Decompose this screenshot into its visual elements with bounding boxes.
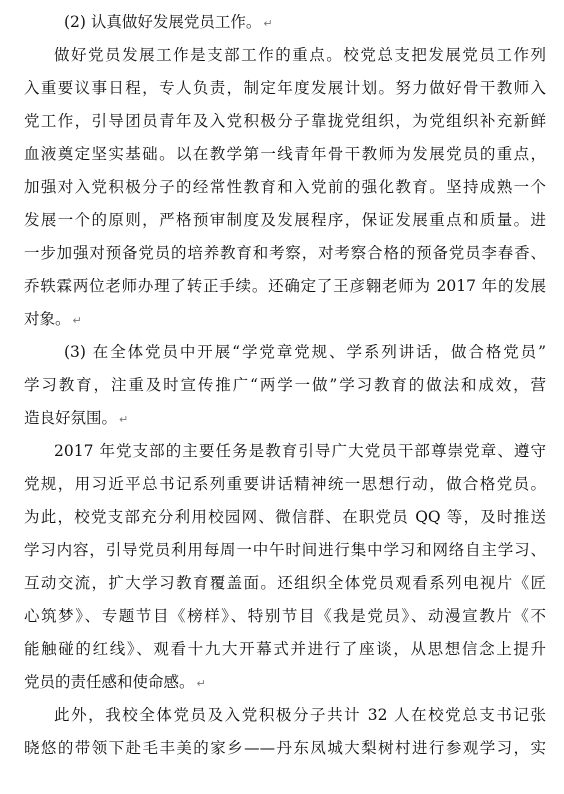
paragraph-line: 为此，校党支部充分利用校园网、微信群、在职党员 QQ 等，及时推送 bbox=[24, 508, 546, 526]
paragraph-line: 做好党员发展工作是支部工作的重点。校党总支把发展党员工作列 bbox=[54, 46, 546, 64]
paragraph-line: 发展一个的原则，严格预审制度及发展程序，保证发展重点和质量。进 bbox=[24, 211, 546, 229]
paragraph-line: 一步加强对预备党员的培养教育和考察，对考察合格的预备党员李春香、 bbox=[24, 244, 546, 262]
paragraph-line: 学习内容，引导党员利用每周一中午时间进行集中学习和网络自主学习、 bbox=[24, 541, 546, 559]
paragraph-line: 对象。 ↵ bbox=[24, 310, 82, 328]
paragraph-line: 能触碰的红线》、观看十九大开幕式并进行了座谈，从思想信念上提升 bbox=[24, 640, 546, 658]
paragraph-line: 心筑梦》、专题节目《榜样》、特别节目《我是党员》、动漫宣教片《不 bbox=[24, 607, 546, 625]
paragraph-line: 加强对入党积极分子的经常性教育和入党前的强化教育。坚持成熟一个 bbox=[24, 178, 546, 196]
paragraph-line: 造良好氛围。 ↵ bbox=[24, 409, 129, 427]
section-heading-2: (2) 认真做好发展党员工作。 ↵ bbox=[64, 13, 273, 31]
document-page bbox=[24, 6, 546, 765]
paragraph-mark-icon: ↵ bbox=[196, 677, 206, 690]
paragraph-line: 互动交流，扩大学习教育覆盖面。还组织全体党员观看系列电视片《匠 bbox=[24, 574, 546, 592]
paragraph-line: 党员的责任感和使命感。 ↵ bbox=[24, 673, 206, 691]
paragraph-mark-icon: ↵ bbox=[72, 314, 82, 327]
paragraph-line: 此外，我校全体党员及入党积极分子共计 32 人在校党总支书记张 bbox=[54, 706, 546, 724]
section-heading-3: (3) 在全体党员中开展“学党章党规、学系列讲话，做合格党员” bbox=[64, 343, 546, 361]
paragraph-mark-icon: ↵ bbox=[263, 17, 273, 30]
paragraph-line: 党工作，引导团员青年及入党积极分子靠拢党组织，为党组织补充新鲜 bbox=[24, 112, 546, 130]
paragraph-mark-icon: ↵ bbox=[119, 413, 129, 426]
paragraph-line: 晓悠的带领下赴毛丰美的家乡——丹东凤城大梨树村进行参观学习，实 bbox=[24, 739, 546, 757]
paragraph-line: 学习教育，注重及时宣传推广“两学一做”学习教育的做法和成效，营 bbox=[24, 376, 546, 394]
paragraph-line: 乔轶霖两位老师办理了转正手续。还确定了王彦翱老师为 2017 年的发展 bbox=[24, 277, 546, 295]
paragraph-line: 入重要议事日程，专人负责，制定年度发展计划。努力做好骨干教师入 bbox=[24, 79, 546, 97]
paragraph-line: 2017 年党支部的主要任务是教育引导广大党员干部尊崇党章、遵守 bbox=[54, 442, 546, 460]
paragraph-line: 党规，用习近平总书记系列重要讲话精神统一思想行动，做合格党员。 bbox=[24, 475, 546, 493]
paragraph-line: 血液奠定坚实基础。以在教学第一线青年骨干教师为发展党员的重点， bbox=[24, 145, 546, 163]
